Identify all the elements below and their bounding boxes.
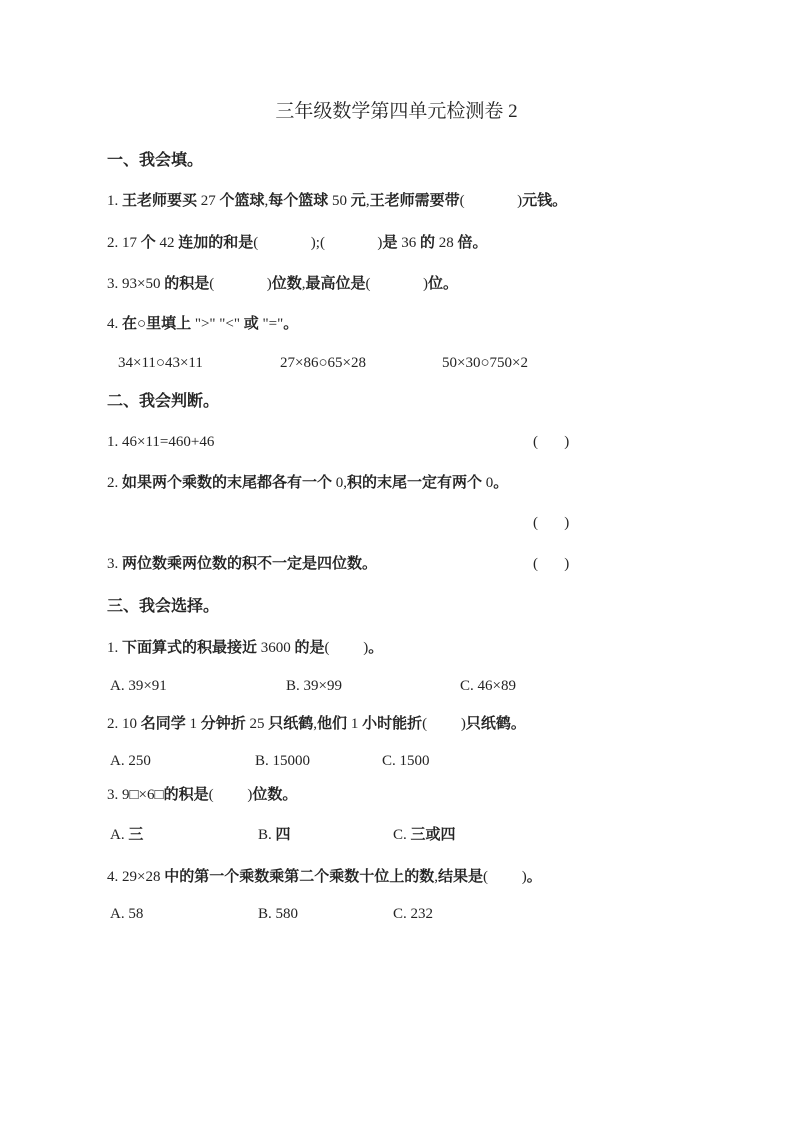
answer-brackets: ( ) bbox=[533, 434, 570, 450]
section1-header: 一、我会填。 bbox=[107, 152, 204, 169]
choice-option-b: B. 四 bbox=[258, 826, 291, 843]
fill-question-3: 3. 93×50 的积是( )位数,最高位是( )位。 bbox=[107, 275, 459, 292]
compare-expression-3: 50×30○750×2 bbox=[442, 355, 528, 371]
choice-question-4-options bbox=[0, 903, 793, 925]
choice-option-b: B. 39×99 bbox=[286, 678, 342, 694]
choice-option-b: B. 580 bbox=[258, 906, 299, 922]
document-title: 三年级数学第四单元检测卷 2 bbox=[275, 101, 518, 122]
judge-question-2-text: 2. 如果两个乘数的末尾都各有一个 0,积的末尾一定有两个 0。 bbox=[107, 474, 509, 491]
compare-expressions-row bbox=[0, 352, 793, 374]
choice-option-b: B. 15000 bbox=[255, 753, 311, 769]
section2-header: 二、我会判断。 bbox=[107, 393, 220, 410]
choice-question-2-text: 2. 10 名同学 1 分钟折 25 只纸鹤,他们 1 小时能折( )只纸鹤。 bbox=[107, 715, 526, 732]
fill-question-4: 4. 在○里填上 ">" "<" 或 "="。 bbox=[107, 315, 299, 332]
judge-question-1 bbox=[0, 431, 793, 453]
choice-question-4-text: 4. 29×28 中的第一个乘数乘第二个乘数十位上的数,结果是( )。 bbox=[107, 868, 542, 885]
choice-question-1-text: 1. 下面算式的积最接近 3600 的是( )。 bbox=[107, 639, 384, 656]
choice-option-a: A. 58 bbox=[110, 906, 144, 922]
choice-question-1-options bbox=[0, 675, 793, 697]
judge-question-3 bbox=[0, 553, 793, 575]
answer-brackets: ( ) bbox=[533, 515, 570, 531]
judge-question-2-answer-row bbox=[0, 512, 793, 534]
choice-question-3-text: 3. 9□×6□的积是( )位数。 bbox=[107, 786, 298, 803]
choice-option-c: C. 1500 bbox=[382, 753, 430, 769]
judge-question-1-text: 1. 46×11=460+46 bbox=[107, 434, 215, 450]
fill-question-2: 2. 17 个 42 连加的和是( );( )是 36 的 28 倍。 bbox=[107, 234, 488, 251]
answer-brackets: ( ) bbox=[533, 556, 570, 572]
compare-expression-2: 27×86○65×28 bbox=[280, 355, 366, 371]
fill-question-1: 1. 王老师要买 27 个篮球,每个篮球 50 元,王老师需要带( )元钱。 bbox=[107, 192, 568, 209]
compare-expression-1: 34×11○43×11 bbox=[118, 355, 203, 371]
choice-option-a: A. 三 bbox=[110, 826, 144, 843]
choice-option-c: C. 46×89 bbox=[460, 678, 516, 694]
choice-question-2-options bbox=[0, 750, 793, 772]
judge-question-3-text: 3. 两位数乘两位数的积不一定是四位数。 bbox=[107, 555, 378, 572]
choice-option-a: A. 39×91 bbox=[110, 678, 167, 694]
section3-header: 三、我会选择。 bbox=[107, 598, 220, 615]
choice-question-3-options bbox=[0, 824, 793, 846]
choice-option-a: A. 250 bbox=[110, 753, 151, 769]
choice-option-c: C. 三或四 bbox=[393, 826, 456, 843]
choice-option-c: C. 232 bbox=[393, 906, 434, 922]
